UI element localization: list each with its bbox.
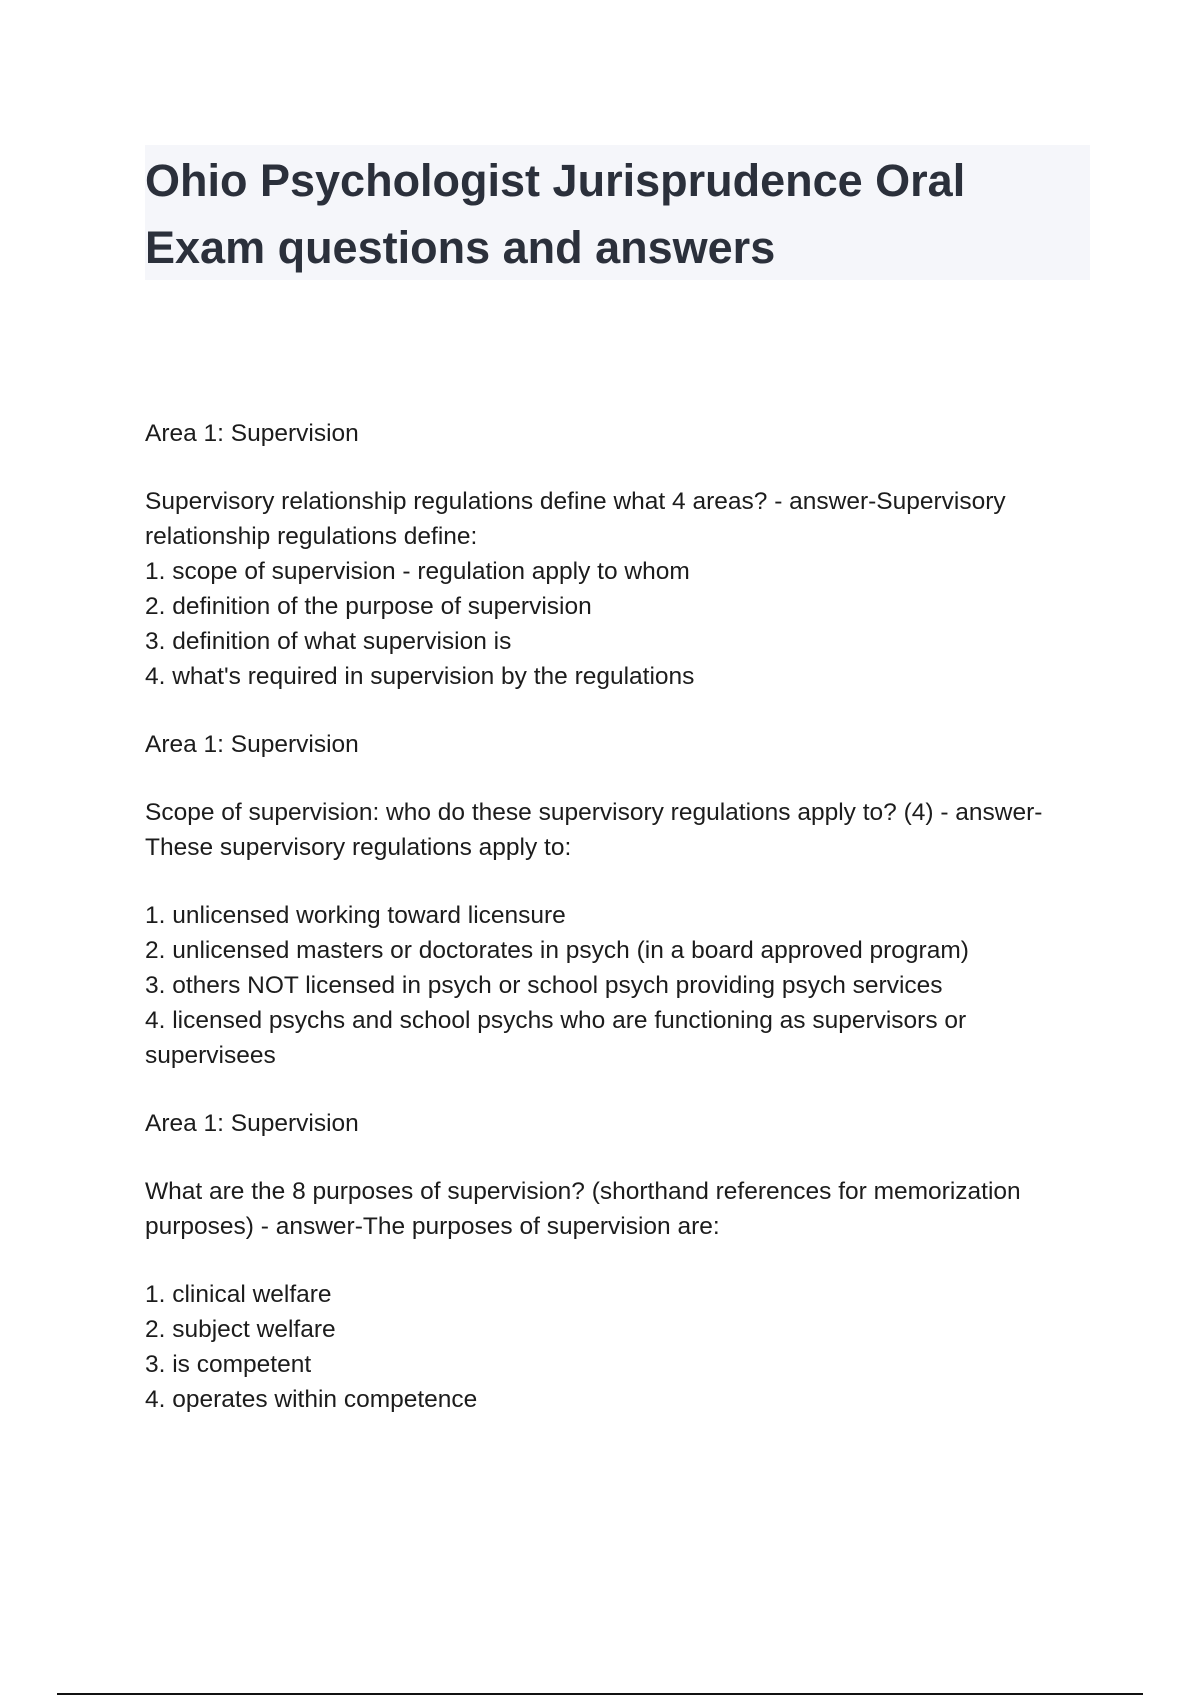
list-item: 3. others NOT licensed in psych or school psych providing psych services: [145, 972, 943, 999]
answer-list: [145, 898, 1090, 1073]
document-body: [145, 416, 1090, 1450]
qa-section: [145, 727, 1090, 1073]
qa-section: [145, 1106, 1090, 1417]
document-title: Ohio Psychologist Jurisprudence Oral Exam questions and answers: [145, 155, 966, 273]
qa-block: [145, 795, 1090, 1073]
list-item: 1. scope of supervision - regulation apply to whom: [145, 558, 690, 585]
qa-block: [145, 1174, 1090, 1417]
footer-divider: [57, 1693, 1143, 1695]
question-text: Scope of supervision: who do these supervisory regulations apply to? (4) - answer-These supervisory regulations apply to:: [145, 799, 1043, 861]
qa-block: [145, 484, 1090, 694]
title-block: [145, 145, 1090, 280]
answer-list: [145, 1277, 1090, 1417]
list-item: 4. licensed psychs and school psychs who are functioning as supervisors or supervisees: [145, 1007, 967, 1069]
answer-list: [145, 554, 1090, 694]
list-item: 3. definition of what supervision is: [145, 628, 512, 655]
list-item: 3. is competent: [145, 1351, 312, 1378]
area-heading: Area 1: Supervision: [145, 1110, 359, 1137]
question-text: What are the 8 purposes of supervision? (shorthand references for memorization purposes) - answer-The purposes of supervision are:: [145, 1178, 1021, 1240]
list-item: 2. subject welfare: [145, 1316, 336, 1343]
question-text: Supervisory relationship regulations define what 4 areas? - answer-Supervisory relationship regulations define:: [145, 488, 1006, 550]
list-item: 4. what's required in supervision by the regulations: [145, 663, 695, 690]
qa-section: [145, 416, 1090, 694]
list-item: 2. unlicensed masters or doctorates in psych (in a board approved program): [145, 937, 969, 964]
list-item: 1. clinical welfare: [145, 1281, 332, 1308]
area-heading: Area 1: Supervision: [145, 731, 359, 758]
spacer: [145, 865, 1090, 898]
list-item: 1. unlicensed working toward licensure: [145, 902, 566, 929]
spacer: [145, 1244, 1090, 1277]
list-item: 2. definition of the purpose of supervision: [145, 593, 592, 620]
list-item: 4. operates within competence: [145, 1386, 478, 1413]
area-heading: Area 1: Supervision: [145, 420, 359, 447]
